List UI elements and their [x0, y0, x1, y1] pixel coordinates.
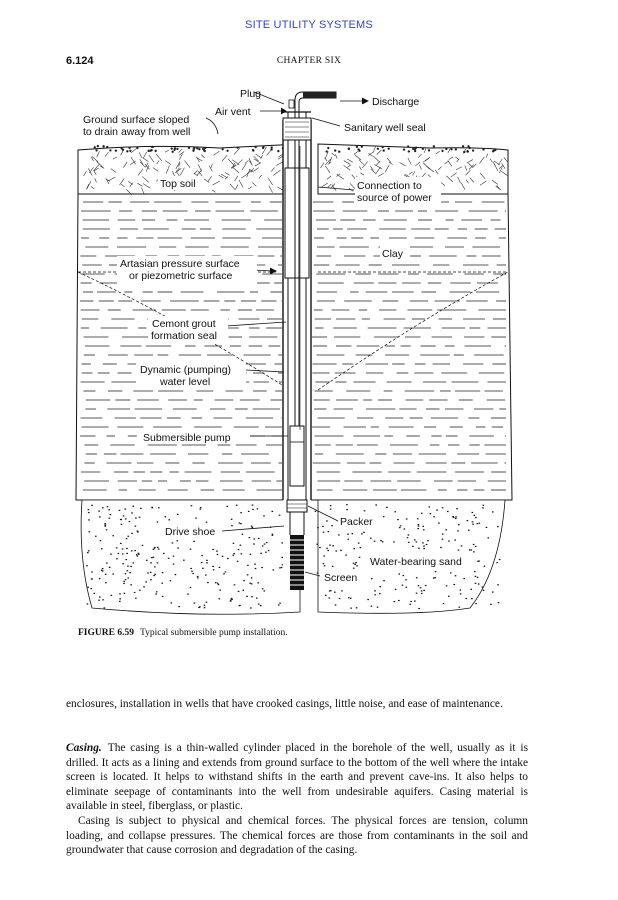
body-paragraph-casing [66, 741, 528, 814]
label-submersible-pump: Submersible pump [143, 432, 231, 444]
label-discharge: Discharge [372, 96, 420, 108]
body-paragraph-1: enclosures, installation in wells that have crooked casings, little noise, and ease of maintenance. [66, 698, 503, 710]
run-in-heading: Casing. [66, 742, 102, 754]
label-ground-surface-line2: to drain away from well [83, 126, 191, 138]
body-paragraph-3: Casing is subject to physical and chemical forces. The physical forces are tension, column loading, and collapse pressures. The chemical forces are those from contaminants in the soil and groundwater that cause corrosion and degradation of the casing. [66, 815, 528, 857]
caption-number: FIGURE 6.59 [78, 628, 134, 638]
label-grout-line2: formation seal [151, 330, 217, 342]
label-plug: Plug [240, 88, 262, 100]
label-power-line1: Connection to [357, 180, 422, 192]
label-sanitary-seal: Sanitary well seal [344, 122, 426, 134]
label-dynamic-line1: Dynamic (pumping) [140, 364, 232, 376]
label-water-bearing-sand: Water-bearing sand [370, 556, 462, 568]
label-ground-surface-line1: Ground surface sloped [83, 114, 190, 126]
chapter-title: CHAPTER SIX [276, 56, 342, 66]
label-dynamic-line2: water level [160, 376, 211, 388]
page-number: 6.124 [66, 55, 94, 67]
label-air-vent: Air vent [215, 106, 251, 118]
label-power-line2: source of power [357, 192, 432, 204]
caption-text: Typical submersible pump installation. [139, 628, 288, 638]
label-packer: Packer [340, 516, 373, 528]
casing-text: The casing is a thin-walled cylinder placed in the borehole of the well, usually as it is drilled. It acts as a lining and extends from ground surface to the bottom of the well where the intake screen is located. It helps to withstand shifts in the earth and prevent cave-ins. It also helps to eliminate seepage of contaminants into the well from undesirable aquifers. Casing material is available in steel, fiberglass, or plastic. [66, 742, 528, 813]
label-drive-shoe: Drive shoe [165, 526, 216, 538]
label-artesian-line2: or piezometric surface [129, 270, 233, 282]
figure-caption [78, 628, 288, 638]
label-artesian-line1: Artasian pressure surface [120, 258, 240, 270]
running-head: SITE UTILITY SYSTEMS [245, 19, 373, 31]
label-grout-line1: Cemont grout [152, 318, 216, 330]
label-screen: Screen [324, 572, 358, 584]
label-top-soil: Top soil [160, 178, 196, 190]
label-clay: Clay [382, 248, 404, 260]
